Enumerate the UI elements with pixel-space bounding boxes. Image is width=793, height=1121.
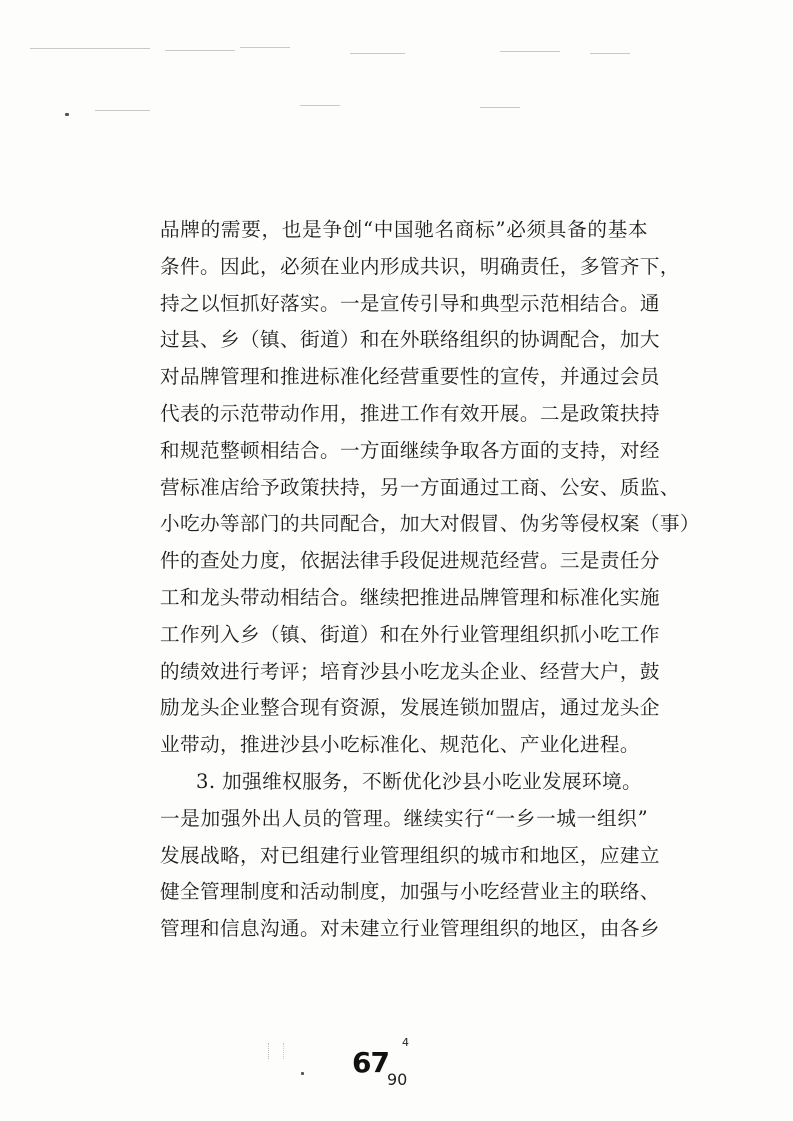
text-line: 的绩效进行考评；培育沙县小吃龙头企业、经营大户，鼓 bbox=[160, 659, 660, 683]
scan-artifact-line bbox=[95, 110, 150, 111]
page-number: 67 bbox=[352, 1046, 389, 1079]
text-line: 健全管理制度和活动制度，加强与小吃经营业主的联络、 bbox=[160, 880, 660, 904]
text-line: 过县、乡（镇、街道）和在外联络组织的协调配合，加大 bbox=[160, 328, 660, 352]
text-line: 工作列入乡（镇、街道）和在外行业管理组织抓小吃工作 bbox=[160, 622, 660, 646]
text-line: 发展战略，对已组建行业管理组织的城市和地区，应建立 bbox=[160, 843, 660, 867]
scan-artifact-line bbox=[300, 105, 340, 106]
text-line: 管理和信息沟通。对未建立行业管理组织的地区，由各乡 bbox=[160, 917, 660, 941]
text-line: 条件。因此，必须在业内形成共识，明确责任，多管齐下， bbox=[160, 254, 680, 278]
pdf-total-pages: 90 bbox=[387, 1070, 408, 1089]
text-line: 工和龙头带动相结合。继续把推进品牌管理和标准化实施 bbox=[160, 585, 660, 609]
scan-artifact-line bbox=[350, 53, 405, 54]
pdf-page-indicator: 4 bbox=[402, 1036, 409, 1049]
text-line: 业带动，推进沙县小吃标准化、规范化、产业化进程。 bbox=[160, 733, 640, 757]
text-line: 营标准店给予政策扶持，另一方面通过工商、公安、质监、 bbox=[160, 475, 680, 499]
text-line: 和规范整顿相结合。一方面继续争取各方面的支持，对经 bbox=[160, 438, 660, 462]
scan-artifact-line bbox=[240, 47, 290, 48]
scan-artifact-dot bbox=[65, 113, 69, 116]
text-line: 件的查处力度，依据法律手段促进规范经营。三是责任分 bbox=[160, 549, 660, 573]
scan-artifact-line bbox=[590, 53, 630, 54]
text-line: 励龙头企业整合现有资源，发展连锁加盟店，通过龙头企 bbox=[160, 696, 660, 720]
text-line: 品牌的需要，也是争创“中国驰名商标”必须具备的基本 bbox=[160, 218, 648, 241]
text-line: 对品牌管理和推进标准化经营重要性的宣传，并通过会员 bbox=[160, 365, 660, 389]
text-line: 代表的示范带动作用，推进工作有效开展。二是政策扶持 bbox=[160, 401, 660, 425]
scan-artifact-line bbox=[500, 51, 560, 52]
text-line: 一是加强外出人员的管理。继续实行“一乡一城一组织” bbox=[160, 806, 648, 830]
scan-artifact-line bbox=[165, 50, 235, 51]
scan-artifact-line bbox=[480, 107, 520, 108]
text-line: 持之以恒抓好落实。一是宣传引导和典型示范相结合。通 bbox=[160, 291, 660, 315]
body-text bbox=[160, 212, 700, 948]
scan-artifact-smudge bbox=[268, 1043, 284, 1059]
text-line: 小吃办等部门的共同配合，加大对假冒、伪劣等侵权案（事） bbox=[160, 512, 700, 536]
scan-artifact-dot bbox=[301, 1072, 304, 1075]
scan-artifact-line bbox=[30, 48, 150, 49]
section-heading: 3. 加强维权服务，不断优化沙县小吃业发展环境。 bbox=[196, 769, 642, 793]
